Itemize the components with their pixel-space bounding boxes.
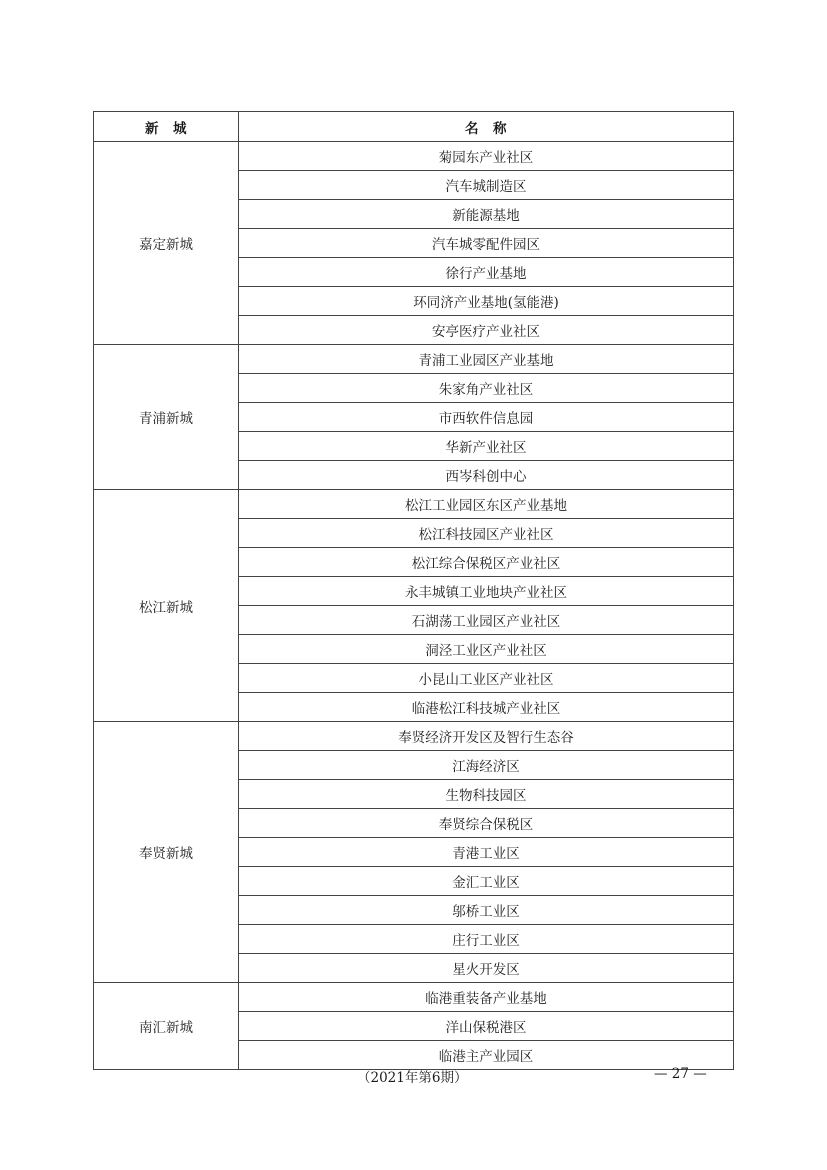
area-name-cell: 环同济产业基地(氢能港) (239, 287, 734, 316)
table-row (94, 490, 734, 519)
area-name-cell: 汽车城零配件园区 (239, 229, 734, 258)
city-cell: 青浦新城 (94, 345, 239, 490)
city-cell: 奉贤新城 (94, 722, 239, 983)
area-name-cell: 小昆山工业区产业社区 (239, 664, 734, 693)
area-name-cell: 华新产业社区 (239, 432, 734, 461)
area-name-cell: 金汇工业区 (239, 867, 734, 896)
area-name-cell: 庄行工业区 (239, 925, 734, 954)
area-name-cell: 市西软件信息园 (239, 403, 734, 432)
table-header-row (94, 112, 734, 142)
area-name-cell: 菊园东产业社区 (239, 142, 734, 171)
city-cell: 松江新城 (94, 490, 239, 722)
area-name-cell: 青港工业区 (239, 838, 734, 867)
area-name-cell: 临港主产业园区 (239, 1041, 734, 1070)
area-name-cell: 松江科技园区产业社区 (239, 519, 734, 548)
districts-table (93, 111, 734, 1070)
header-new-city: 新 城 (94, 112, 239, 142)
area-name-cell: 松江工业园区东区产业基地 (239, 490, 734, 519)
table-row (94, 983, 734, 1012)
issue-label: （2021年第6期） (357, 1070, 468, 1086)
area-name-cell: 洋山保税港区 (239, 1012, 734, 1041)
table-row (94, 345, 734, 374)
table-row (94, 142, 734, 171)
area-name-cell: 徐行产业基地 (239, 258, 734, 287)
header-name: 名 称 (239, 112, 734, 142)
area-name-cell: 临港松江科技城产业社区 (239, 693, 734, 722)
area-name-cell: 朱家角产业社区 (239, 374, 734, 403)
area-name-cell: 石湖荡工业园区产业社区 (239, 606, 734, 635)
area-name-cell: 西岑科创中心 (239, 461, 734, 490)
area-name-cell: 青浦工业园区产业基地 (239, 345, 734, 374)
page-number: — 27 — (654, 1066, 707, 1082)
area-name-cell: 安亭医疗产业社区 (239, 316, 734, 345)
area-name-cell: 奉贤经济开发区及智行生态谷 (239, 722, 734, 751)
table-row (94, 722, 734, 751)
area-name-cell: 松江综合保税区产业社区 (239, 548, 734, 577)
city-cell: 南汇新城 (94, 983, 239, 1070)
area-name-cell: 江海经济区 (239, 751, 734, 780)
area-name-cell: 奉贤综合保税区 (239, 809, 734, 838)
area-name-cell: 临港重装备产业基地 (239, 983, 734, 1012)
area-name-cell: 汽车城制造区 (239, 171, 734, 200)
area-name-cell: 永丰城镇工业地块产业社区 (239, 577, 734, 606)
city-cell: 嘉定新城 (94, 142, 239, 345)
area-name-cell: 邬桥工业区 (239, 896, 734, 925)
area-name-cell: 生物科技园区 (239, 780, 734, 809)
area-name-cell: 洞泾工业区产业社区 (239, 635, 734, 664)
area-name-cell: 新能源基地 (239, 200, 734, 229)
area-name-cell: 星火开发区 (239, 954, 734, 983)
